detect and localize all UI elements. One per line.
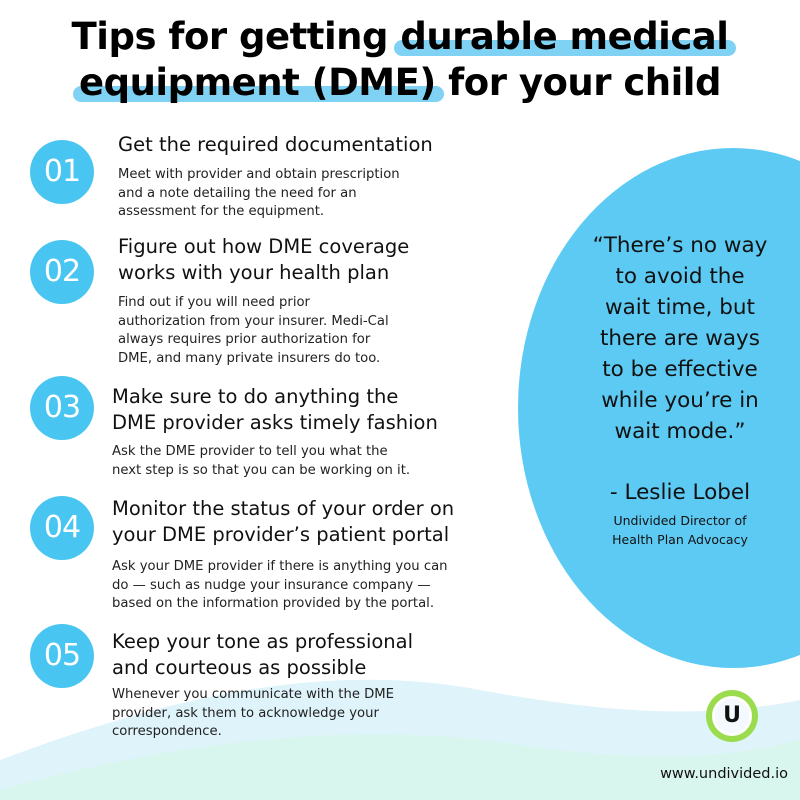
tip-body-line: do — such as nudge your insurance company —: [112, 577, 431, 593]
tip-body-line: authorization from your insurer. Medi-Cal: [118, 313, 389, 329]
title-line-1: [0, 14, 800, 60]
quote-line: to be effective: [602, 357, 758, 382]
tip-heading-line: your DME provider’s patient portal: [112, 523, 450, 546]
tip-heading-line: Figure out how DME coverage: [118, 235, 410, 258]
tip-body-line: assessment for the equipment.: [118, 204, 325, 219]
tip-heading-line: Monitor the status of your order on: [112, 497, 455, 520]
quote-line: to avoid the: [615, 264, 745, 289]
tip-body-line: provider, ask them to acknowledge your: [112, 705, 379, 721]
tip-heading: [118, 132, 538, 158]
tip-heading: [112, 496, 532, 548]
tip-body-line: correspondence.: [112, 724, 222, 739]
tip-body-line: DME, and many private insurers do too.: [118, 350, 381, 366]
tip-body: [118, 166, 538, 222]
tip-body-line: Ask your DME provider if there is anything you can: [112, 559, 448, 574]
title-text: for your child: [435, 61, 721, 104]
tip-body-line: Meet with provider and obtain prescription: [118, 167, 400, 182]
website-url: www.undivided.io: [660, 766, 788, 782]
tip-body-line: and a note detailing the need for an: [118, 185, 357, 201]
undivided-logo-icon: [706, 690, 758, 742]
tip-number-badge: 02: [30, 240, 94, 304]
tip-body-line: based on the information provided by the portal.: [112, 596, 435, 611]
logo-letter: U: [712, 696, 752, 736]
page-title: [0, 14, 800, 106]
quote-author: - Leslie Lobel: [609, 480, 751, 505]
tip-heading-line: Make sure to do anything the: [112, 385, 399, 408]
tip-body: [112, 558, 532, 614]
tip-heading-line: works with your health plan: [118, 261, 390, 284]
quote-text: [570, 230, 790, 447]
title-highlight: equipment (DME): [79, 61, 436, 104]
tip-number-badge: 04: [30, 496, 94, 560]
tip-body-line: next step is so that you can be working on it.: [112, 462, 411, 478]
tip-body: [112, 686, 532, 742]
role-line: Undivided Director of: [613, 513, 747, 528]
title-text: Tips for getting: [71, 15, 401, 58]
role-line: Health Plan Advocacy: [612, 532, 748, 547]
tip-body-line: always requires prior authorization for: [118, 332, 371, 347]
tip-number-badge: 05: [30, 624, 94, 688]
tip-heading-line: DME provider asks timely fashion: [112, 411, 438, 434]
title-line-2: [0, 60, 800, 106]
quote-line: there are ways: [599, 326, 760, 351]
tip-heading: [118, 234, 538, 286]
tip-number-badge: 03: [30, 376, 94, 440]
tip-heading-line: Keep your tone as professional: [112, 630, 414, 653]
quote-line: wait mode.”: [614, 419, 746, 444]
tip-body: [112, 443, 532, 480]
quote-author-role: [570, 511, 790, 549]
quote-line: wait time, but: [605, 295, 755, 320]
tip-heading: [112, 629, 532, 681]
quote-line: while you’re in: [601, 388, 759, 413]
tip-body-line: Whenever you communicate with the DME: [112, 687, 395, 702]
quote-line: “There’s no way: [592, 233, 768, 258]
tip-body: [118, 294, 538, 368]
tip-body-line: Find out if you will need prior: [118, 295, 310, 310]
tip-heading: [112, 384, 532, 436]
tip-heading-line: Get the required documentation: [118, 133, 433, 156]
title-highlight: durable medical: [400, 15, 729, 58]
tip-number-badge: 01: [30, 140, 94, 204]
tip-body-line: Ask the DME provider to tell you what the: [112, 444, 388, 459]
tip-heading-line: and courteous as possible: [112, 656, 367, 679]
